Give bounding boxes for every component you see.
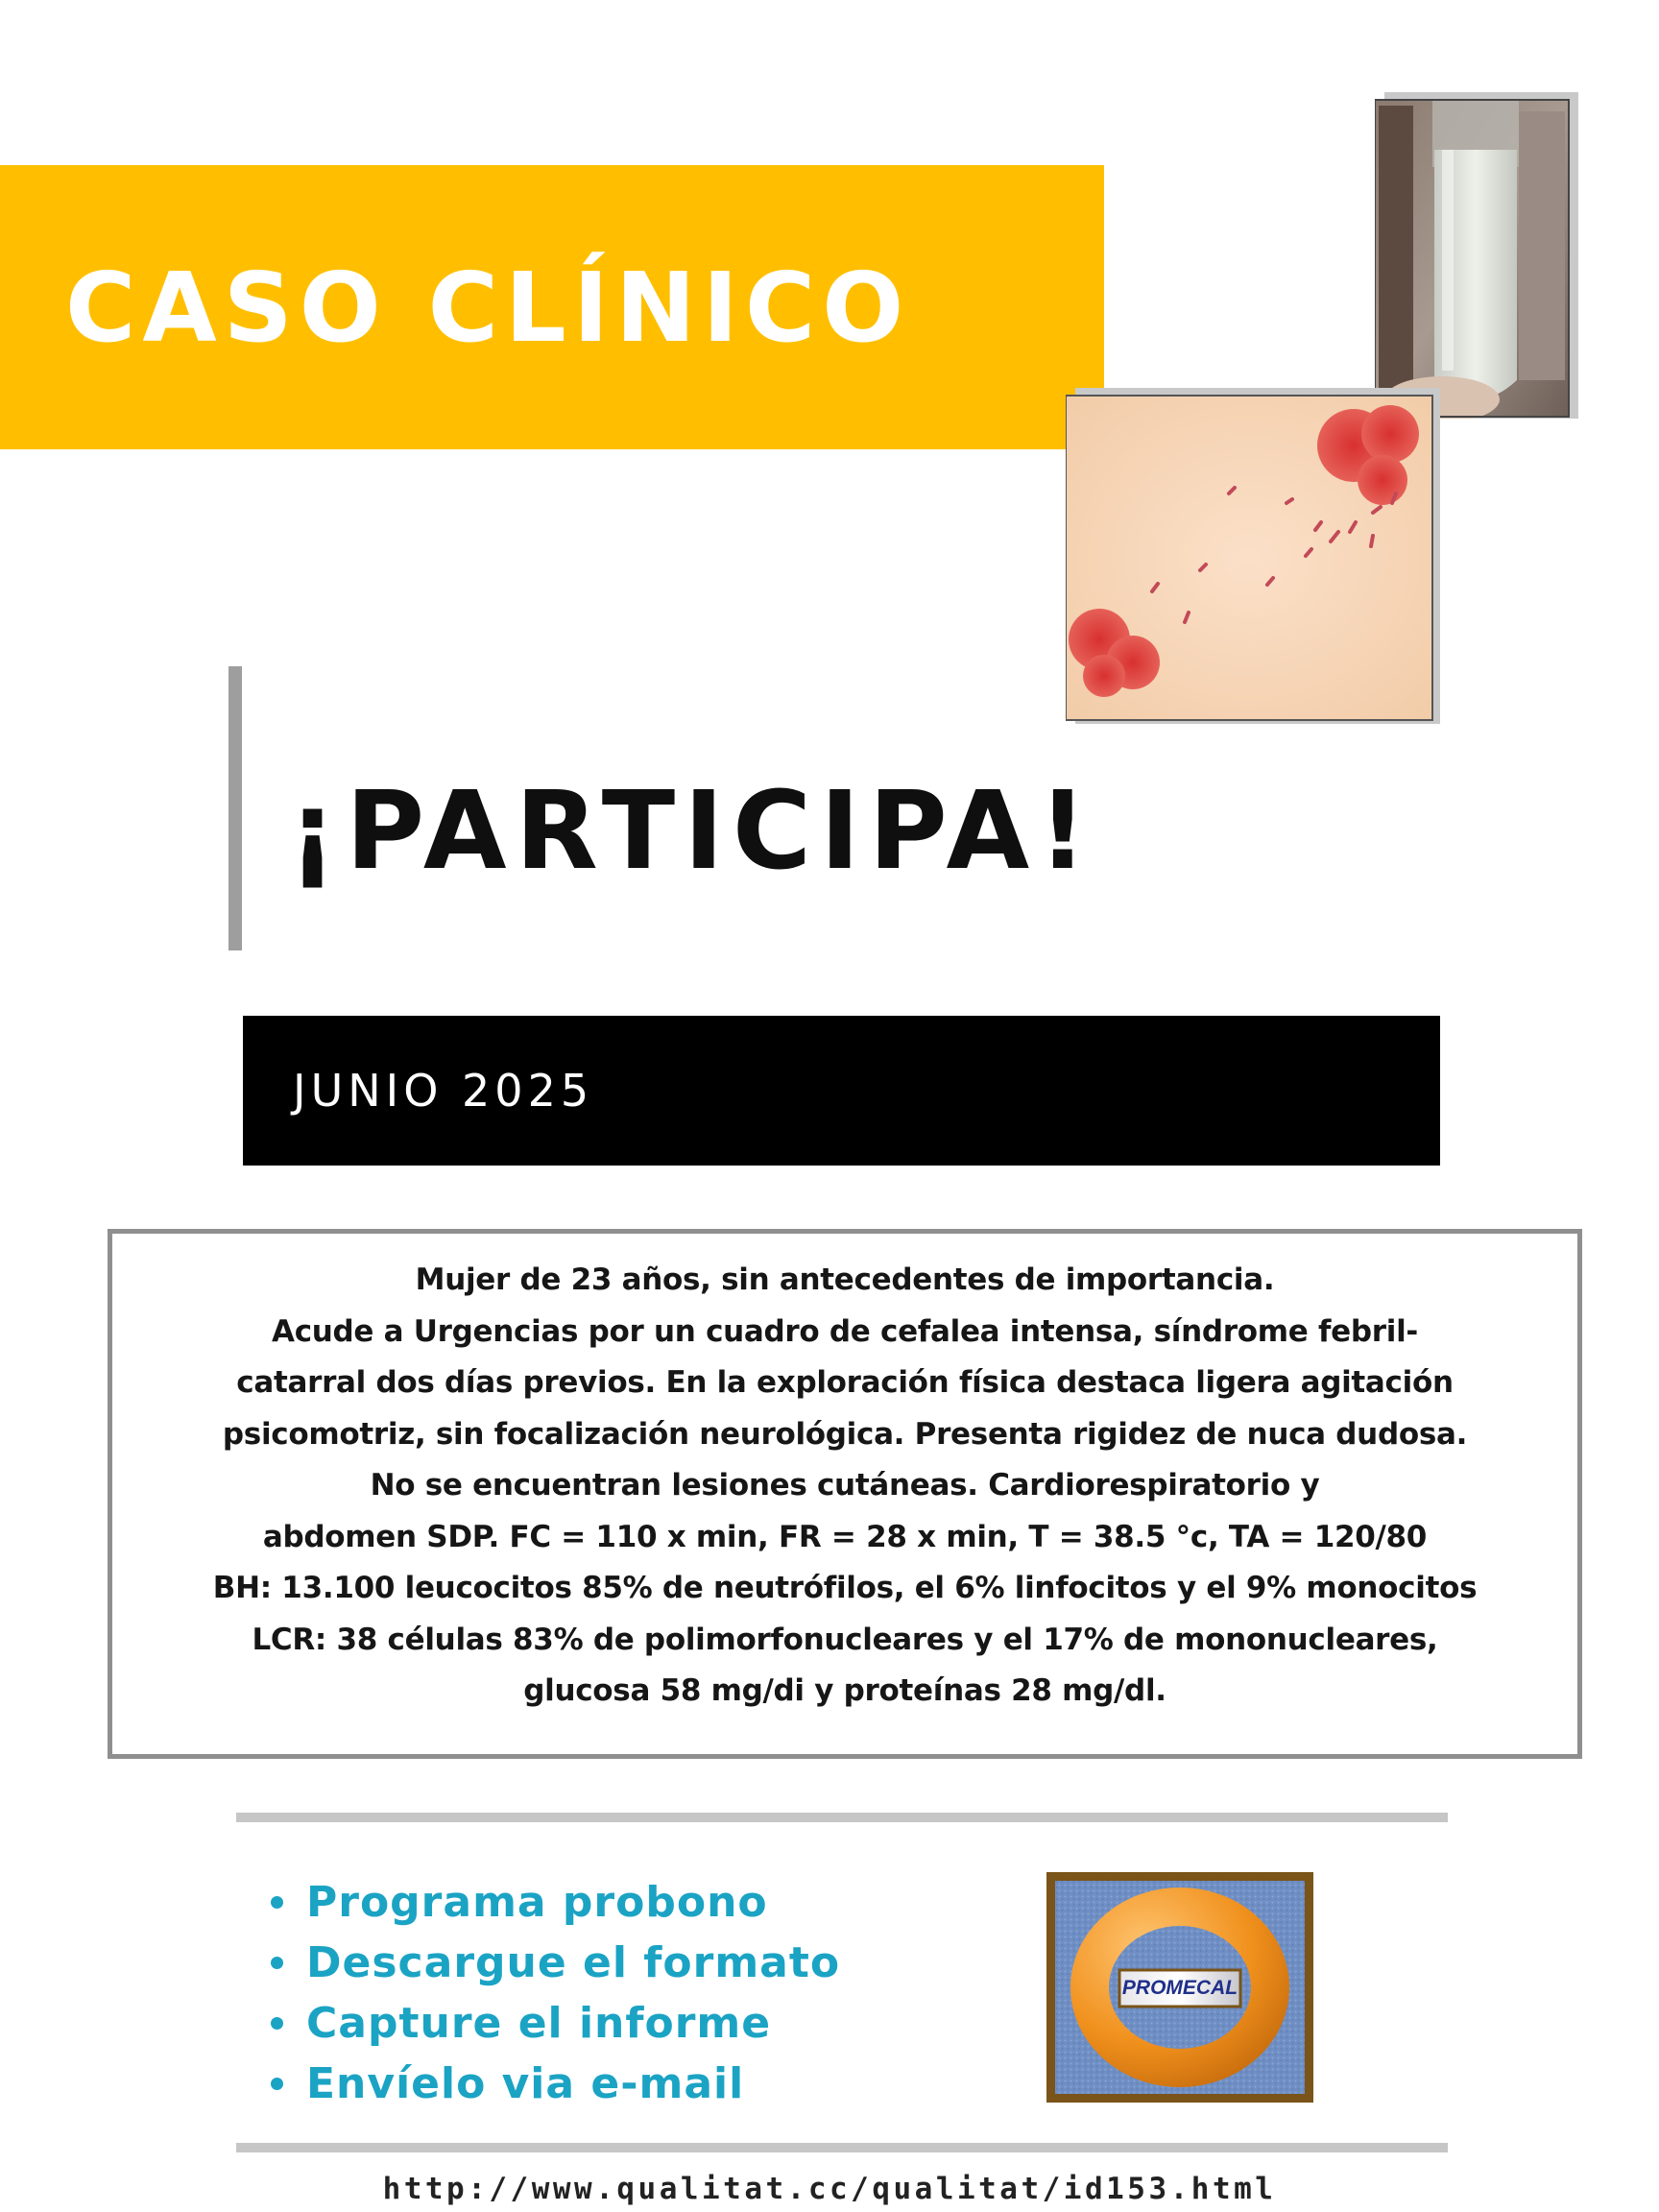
list-item xyxy=(271,1872,840,1933)
call-to-action-heading: ¡PARTICIPA! xyxy=(288,769,1096,894)
date-label: JUNIO 2025 xyxy=(293,1065,594,1117)
case-description-box xyxy=(108,1229,1582,1759)
step-label: Programa probono xyxy=(306,1878,768,1927)
step-label: Capture el informe xyxy=(306,1999,772,2048)
case-line: catarral dos días previos. En la exploración física destaca ligera agitación xyxy=(236,1365,1454,1400)
accent-bar xyxy=(228,666,242,950)
case-line: LCR: 38 células 83% de polimorfonucleares y el 17% de mononucleares, xyxy=(252,1622,1438,1657)
date-banner xyxy=(243,1016,1440,1166)
footer-url-link[interactable]: http://www.qualitat.cc/qualitat/id153.html xyxy=(382,2172,1277,2206)
list-item xyxy=(271,2054,840,2114)
separator-top xyxy=(236,1813,1448,1822)
list-item xyxy=(271,1993,840,2054)
page-title: CASO CLÍNICO xyxy=(65,251,911,364)
bullet-dot-icon xyxy=(271,1957,283,1969)
list-item xyxy=(271,1933,840,1993)
logo-label: PROMECAL xyxy=(1121,1977,1238,1999)
bullet-dot-icon xyxy=(271,2017,283,2030)
steps-list xyxy=(271,1872,840,2114)
bullet-dot-icon xyxy=(271,1896,283,1909)
step-label: Envíelo via e-mail xyxy=(306,2059,745,2108)
case-line: psicomotriz, sin focalización neurológica. Presenta rigidez de nuca dudosa. xyxy=(222,1416,1468,1452)
separator-bottom xyxy=(236,2143,1448,2152)
case-line: glucosa 58 mg/di y proteínas 28 mg/dl. xyxy=(523,1673,1166,1708)
bullet-dot-icon xyxy=(271,2078,283,2090)
case-line: Acude a Urgencias por un cuadro de cefalea intensa, síndrome febril- xyxy=(272,1313,1418,1349)
case-line: No se encuentran lesiones cutáneas. Cardiorespiratorio y xyxy=(370,1468,1320,1503)
case-line: BH: 13.100 leucocitos 85% de neutrófilos, el 6% linfocitos y el 9% monocitos xyxy=(212,1571,1478,1605)
promecal-logo xyxy=(1046,1872,1313,2103)
case-line: abdomen SDP. FC = 110 x min, FR = 28 x min, T = 38.5 °c, TA = 120/80 xyxy=(262,1519,1428,1554)
case-line: Mujer de 23 años, sin antecedentes de importancia. xyxy=(415,1262,1275,1297)
step-label: Descargue el formato xyxy=(306,1938,841,1987)
tube-photo xyxy=(1375,92,1578,419)
title-banner xyxy=(0,165,1104,449)
gram-stain-smear-photo xyxy=(1066,388,1440,724)
